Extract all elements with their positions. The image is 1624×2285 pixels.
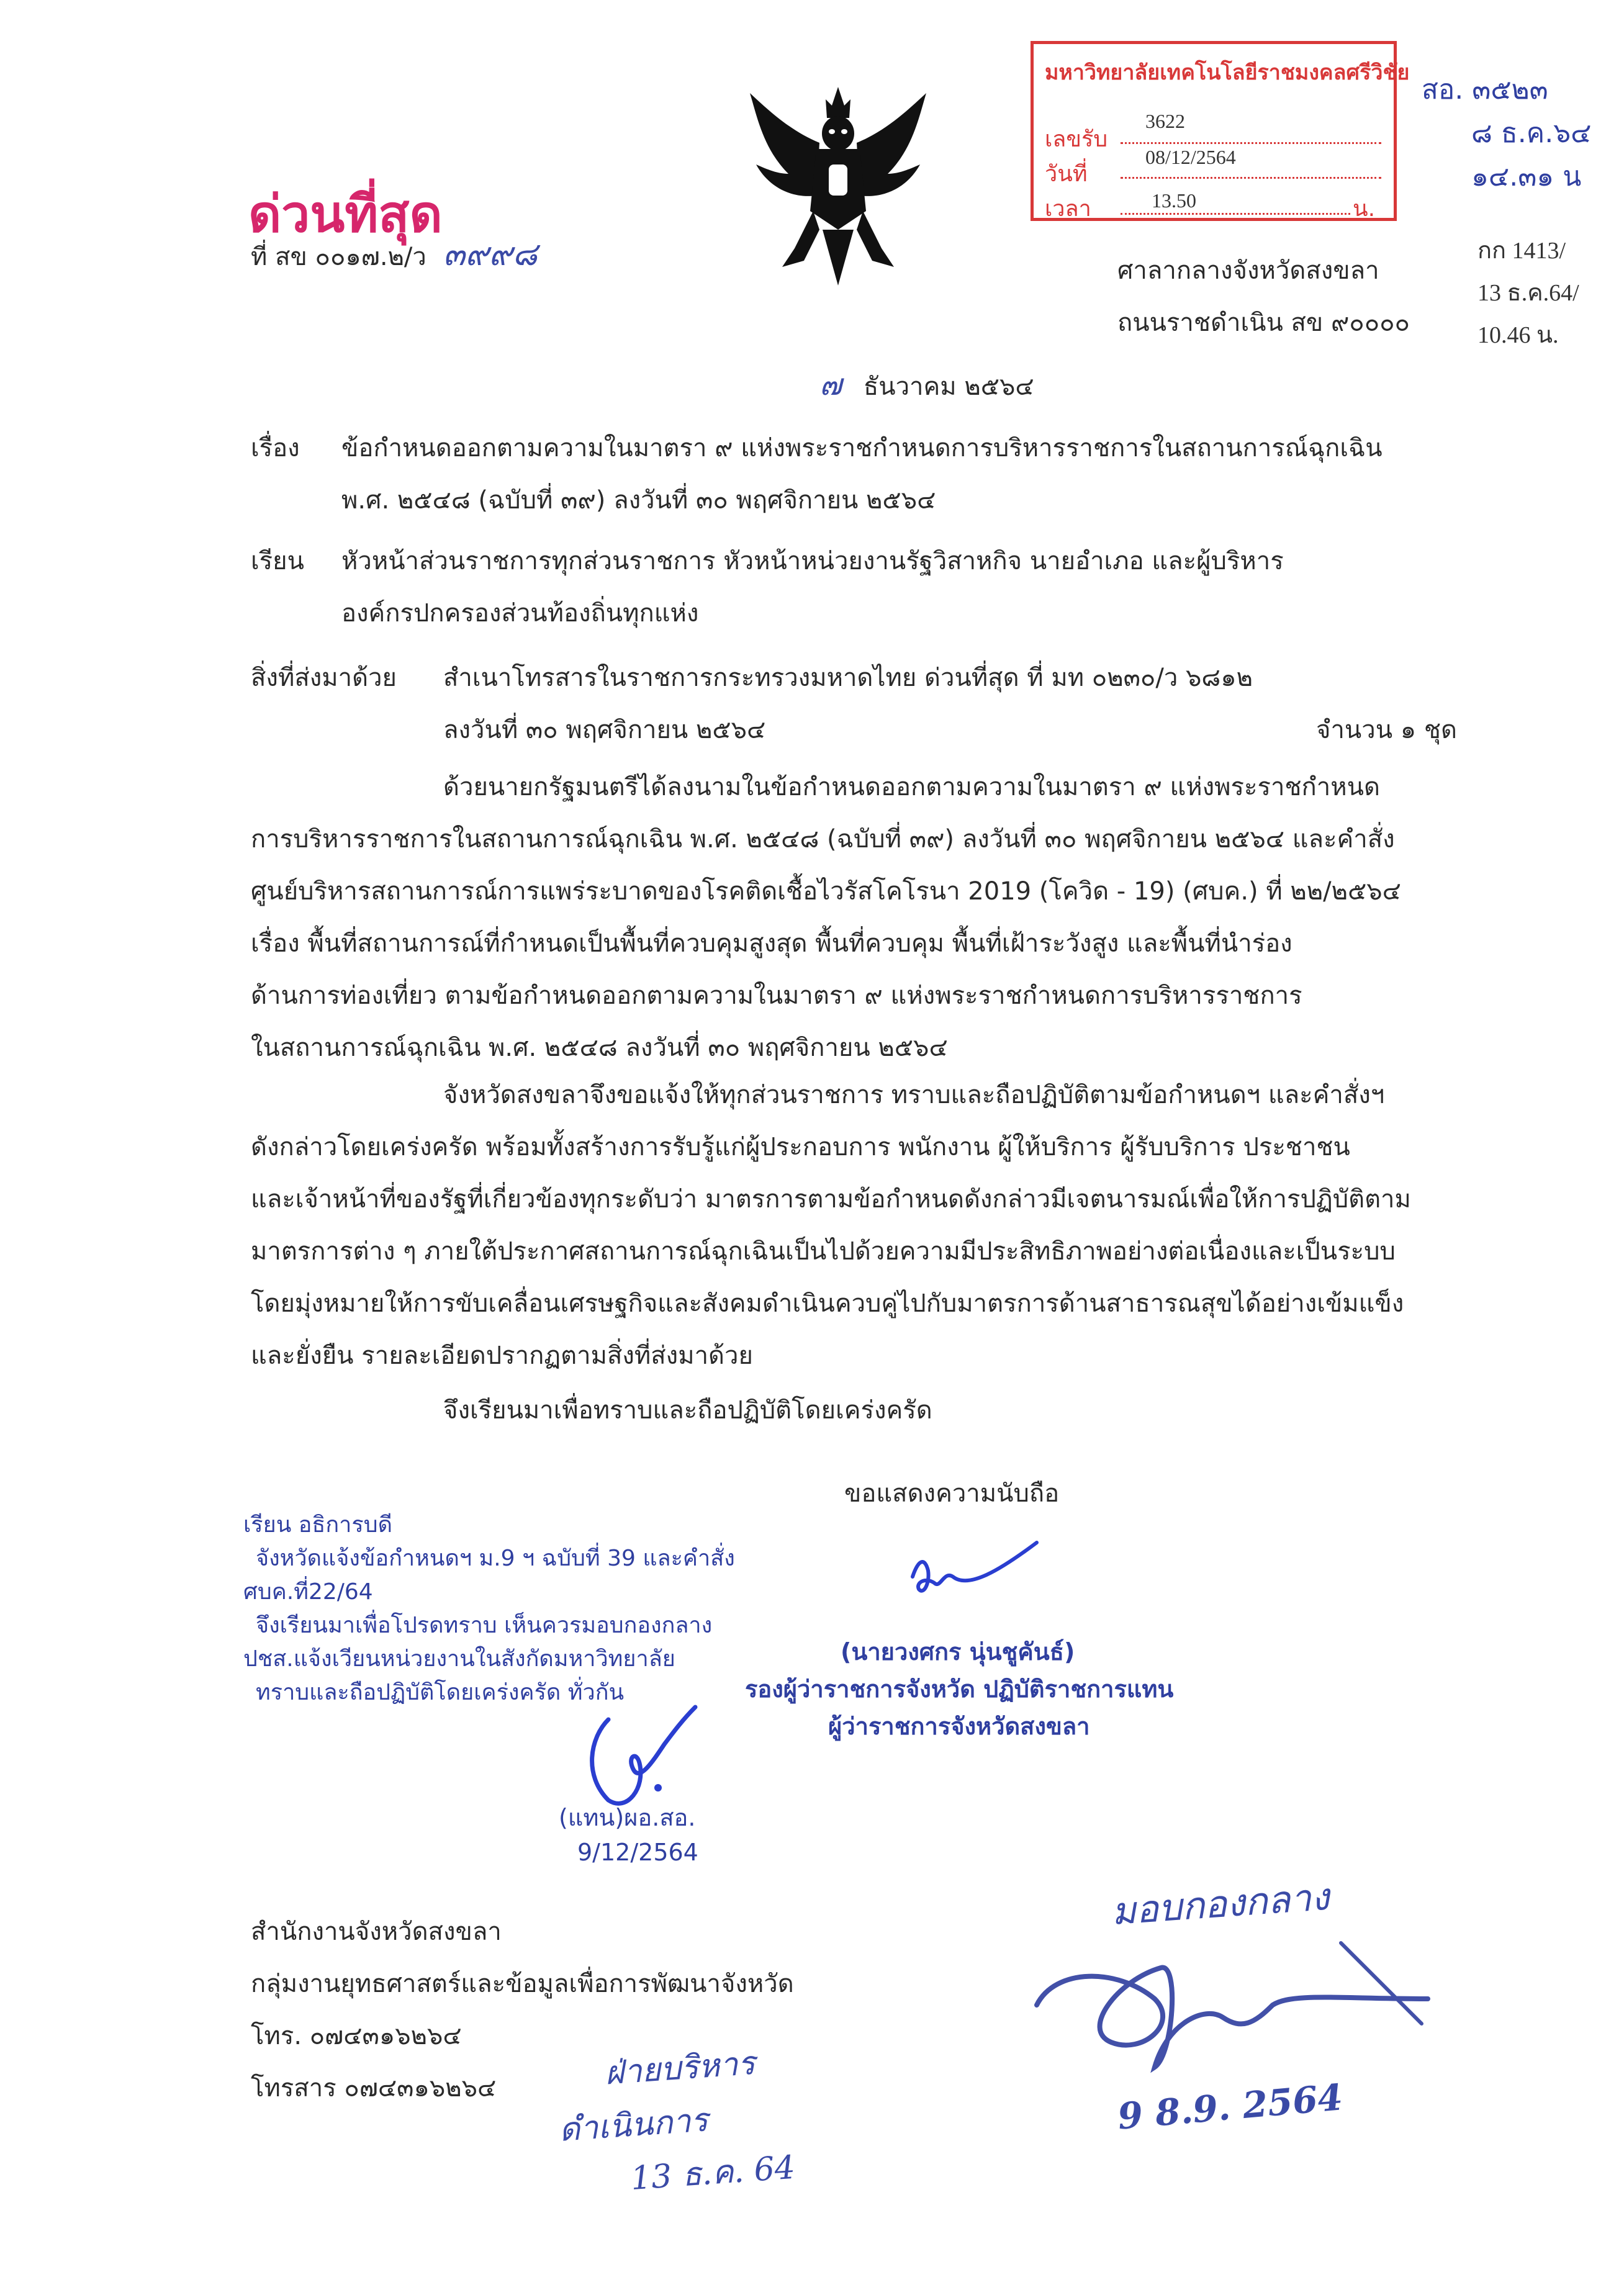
subject-text [341,422,1383,526]
kk-note-line2: 13 ธ.ค.64/ [1477,280,1579,306]
para2-line: และเจ้าหน้าที่ของรัฐที่เกี่ยวข้องทุกระดับว่า มาตรการตามข้อกำหนดดังกล่าวมีเจตนารมณ์เพื่อให้การปฏิบัติตาม [251,1185,1411,1214]
handwritten-bottom-line1: ฝ่ายบริหาร [603,2044,757,2093]
doc-number [251,236,537,276]
garuda-emblem [745,81,931,292]
enclosure-line1: สำเนาโทรสารในราชการกระทรวงมหาดไทย ด่วนที่สุด ที่ มท ๐๒๓๐/ว ๖๘๑๒ [443,664,1253,692]
enclosure-label: สิ่งที่ส่งมาด้วย [251,664,397,692]
stamp-time: 13.50 [1152,189,1196,212]
note-to-president [243,1508,735,1710]
stamp-time-line [1121,213,1350,215]
receive-stamp [1031,41,1410,222]
kk-note-line1: กก 1413/ [1477,238,1566,264]
garuda-emblem-graphic [745,81,931,292]
handwritten-order-line1: มอบกองกลาง [1110,1875,1331,1934]
enclosure-text [443,652,1253,756]
para1-line: ด้านการท่องเที่ยว ตามข้อกำหนดออกตามความในมาตรา ๙ แห่งพระราชกำหนดการบริหารราชการ [251,981,1302,1010]
to-line1: หัวหน้าส่วนราชการทุกส่วนราชการ หัวหน้าหน่วยงานรัฐวิสาหกิจ นายอำเภอ และผู้บริหาร [341,547,1284,575]
to-label: เรียน [251,547,304,575]
handwritten-bottom-line3: 13 ธ.ค. 64 [629,2148,796,2198]
signer-title1: รองผู้ว่าราชการจังหวัด ปฏิบัติราชการแทน [745,1675,1174,1703]
footer-phone: โทร. ๐๗๔๓๑๖๒๖๔ [251,2022,462,2050]
stamp-date: 08/12/2564 [1145,146,1236,168]
office-note-line1: สอ. ๓๕๒๓ [1422,74,1548,106]
office-note [1422,68,1591,199]
para1-line: ด้วยนายกรัฐมนตรีได้ลงนามในข้อกำหนดออกตามความในมาตรา ๙ แห่งพระราชกำหนด [443,773,1380,801]
handwritten-bottom-line2: ดำเนินการ [557,2101,710,2150]
paragraph-2 [251,1069,1476,1382]
handwritten-order-date: 9 8.9. 2564 [1116,2076,1345,2138]
regards: ขอแสดงความนับถือ [844,1479,1060,1508]
urgency-label: ด่วนที่สุด [248,185,443,244]
stamp-date-line [1121,177,1381,179]
enclosure-line2: ลงวันที่ ๓๐ พฤศจิกายน ๒๕๖๔ [443,716,766,744]
signer-title2: ผู้ว่าราชการจังหวัดสงขลา [828,1713,1090,1740]
footer-office: สำนักงานจังหวัดสงขลา [251,1918,502,1946]
handwritten-bottom [553,2034,796,2211]
date-line [819,366,1034,405]
signature-scribble [900,1533,1049,1614]
address-line2: ถนนราชดำเนิน สข ๙๐๐๐๐ [1117,309,1410,337]
doc-number-handwritten: ๓๙๙๘ [443,236,538,273]
note-line: จังหวัดแจ้งข้อกำหนดฯ ม.9 ฯ ฉบับที่ 39 และคำสั่ง [256,1546,735,1571]
para1-line: ในสถานการณ์ฉุกเฉิน พ.ศ. ๒๕๔๘ ลงวันที่ ๓๐ พฤศจิกายน ๒๕๖๔ [251,1034,948,1062]
para2-line: มาตรการต่าง ๆ ภายใต้ประกาศสถานการณ์ฉุกเฉินเป็นไปด้วยความมีประสิทธิภาพอย่างต่อเนื่องและเป็นระบบ [251,1237,1396,1266]
kk-note [1477,230,1579,356]
signer-signature [900,1533,1049,1614]
para1-line: เรื่อง พื้นที่สถานการณ์ที่กำหนดเป็นพื้นที่ควบคุมสูงสุด พื้นที่ควบคุม พื้นที่เฝ้าระวังสูง และพื้นที่นำร่อง [251,929,1292,958]
to-line2: องค์กรปกครองส่วนท้องถิ่นทุกแห่ง [341,599,699,628]
note-line: เรียน อธิการบดี [243,1512,392,1538]
handwritten-order-signature [1018,1931,1453,2092]
para2-line: จังหวัดสงขลาจึงขอแจ้งให้ทุกส่วนราชการ ทราบและถือปฏิบัติตามข้อกำหนดฯ และคำสั่งฯ [443,1081,1385,1109]
address [1117,245,1410,349]
kk-note-line3: 10.46 น. [1477,322,1559,348]
note-line: ทราบและถือปฏิบัติโดยเคร่งครัด ทั่วกัน [256,1680,625,1705]
footer-group: กลุ่มงานยุทธศาสตร์และข้อมูลเพื่อการพัฒนาจังหวัด [251,1970,794,1998]
subject-line1: ข้อกำหนดออกตามความในมาตรา ๙ แห่งพระราชกำหนดการบริหารราชการในสถานการณ์ฉุกเฉิน [341,434,1383,462]
note-line: ศบค.ที่22/64 [243,1579,373,1605]
stamp-receive-no-line [1121,142,1381,144]
note-line: ปชส.แจ้งเวียนหน่วยงานในสังกัดมหาวิทยาลัย [243,1646,675,1672]
stamp-org: มหาวิทยาลัยเทคโนโลยีราชมงคลศรีวิชัย [1045,60,1410,85]
note-line: จึงเรียนมาเพื่อโปรดทราบ เห็นควรมอบกองกลาง [256,1613,713,1638]
stamp-time-suffix: น. [1353,196,1376,222]
date-day-handwritten: ๗ [819,367,842,402]
note-signer-line1: (แทน)ผอ.สอ. [559,1804,696,1831]
enclosure-count: จำนวน ๑ ชุด [1316,716,1457,744]
para2-line: ดังกล่าวโดยเคร่งครัด พร้อมทั้งสร้างการรับรู้แก่ผู้ประกอบการ พนักงาน ผู้ให้บริการ ผู้รับบริการ ประชาชน [251,1133,1350,1161]
subject-line2: พ.ศ. ๒๕๔๘ (ฉบับที่ ๓๙) ลงวันที่ ๓๐ พฤศจิกายน ๒๕๖๔ [341,486,936,515]
address-line1: ศาลากลางจังหวัดสงขลา [1117,256,1379,285]
order-signature-scribble [1018,1931,1453,2092]
stamp-receive-no-label: เลขรับ [1045,127,1108,152]
date-month-year: ธันวาคม ๒๕๖๔ [863,372,1034,401]
to-text [341,535,1284,639]
stamp-date-label: วันที่ [1045,161,1088,187]
note-signer-line2: 9/12/2564 [577,1839,698,1866]
para2-line: โดยมุ่งหมายให้การขับเคลื่อนเศรษฐกิจและสังคมดำเนินควบคู่ไปกับมาตรการด้านสาธารณสุขได้อย่างเข้มแข็ง [251,1289,1404,1318]
office-note-line3: ๑๔.๓๑ น [1471,161,1582,192]
stamp-receive-no: 3622 [1145,110,1185,132]
doc-number-prefix: ที่ สข ๐๐๑๗.๒/ว [251,243,426,271]
subject-label: เรื่อง [251,434,300,462]
para1-line: ศูนย์บริหารสถานการณ์การแพร่ระบาดของโรคติดเชื้อไวรัสโคโรนา 2019 (โควิด - 19) (ศบค.) ที่ ๒๒/๒๕๖๔ [251,877,1401,906]
footer-fax: โทรสาร ๐๗๔๓๑๖๒๖๔ [251,2074,497,2102]
paragraph-1 [251,761,1476,1074]
para1-line: การบริหารราชการในสถานการณ์ฉุกเฉิน พ.ศ. ๒๕๔๘ (ฉบับที่ ๓๙) ลงวันที่ ๓๐ พฤศจิกายน ๒๕๖๔ และคำสั่ง [251,825,1395,854]
signer-name: (นายวงศกร นุ่นชูคันธ์) [841,1638,1075,1665]
note-signer [559,1800,698,1870]
para2-line: และยั่งยืน รายละเอียดปรากฏตามสิ่งที่ส่งมาด้วย [251,1341,753,1370]
stamp-time-label: เวลา [1045,196,1091,222]
closing-paragraph: จึงเรียนมาเพื่อทราบและถือปฏิบัติโดยเคร่งครัด [443,1396,932,1425]
office-note-line2: ๘ ธ.ค.๖๔ [1471,117,1592,149]
